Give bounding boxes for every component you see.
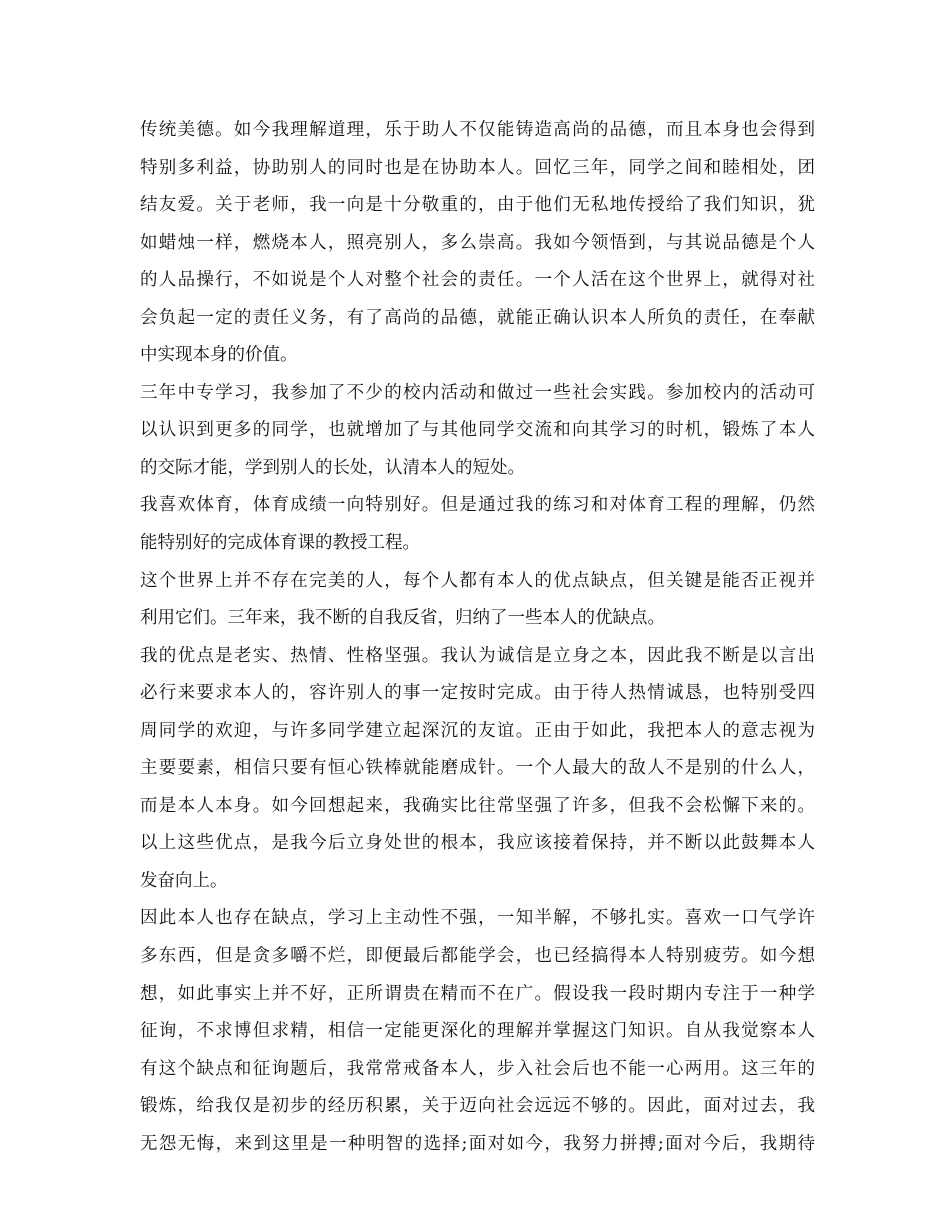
- text-line: 我喜欢体育，体育成绩一向特别好。但是通过我的练习和对体育工程的理解，仍然: [140, 495, 815, 516]
- text-line: 会负起一定的责任义务，有了高尚的品德，就能正确认识本人所负的责任，在奉献: [140, 307, 815, 328]
- text-line: 多东西，但是贪多嚼不烂，即便最后都能学会，也已经搞得本人特别疲劳。如今想: [140, 946, 815, 967]
- text-line: 结友爱。关于老师，我一向是十分敬重的，由于他们无私地传授给了我们知识，犹: [140, 195, 815, 216]
- text-line: 利用它们。三年来，我不断的自我反省，归纳了一些本人的优缺点。: [140, 608, 665, 629]
- text-line: 以上这些优点，是我今后立身处世的根本，我应该接着保持，并不断以此鼓舞本人: [140, 833, 815, 854]
- text-line: 这个世界上并不存在完美的人，每个人都有本人的优点缺点，但关键是能否正视并: [140, 570, 815, 591]
- document-body: [140, 112, 815, 1163]
- text-line: 发奋向上。: [140, 870, 228, 891]
- text-line: 征询，不求博但求精，相信一定能更深化的理解并掌握这门知识。自从我觉察本人: [140, 1021, 815, 1042]
- text-line: 锻炼，给我仅是初步的经历积累，关于迈向社会远远不够的。因此，面对过去，我: [140, 1096, 815, 1117]
- text-line: 无怨无悔，来到这里是一种明智的选择;面对如今，我努力拼搏;面对今后，我期待: [140, 1133, 815, 1154]
- text-line: 三年中专学习，我参加了不少的校内活动和做过一些社会实践。参加校内的活动可: [140, 382, 815, 403]
- text-line: 的交际才能，学到别人的长处，认清本人的短处。: [140, 457, 525, 478]
- text-line: 传统美德。如今我理解道理，乐于助人不仅能铸造高尚的品德，而且本身也会得到: [140, 120, 815, 140]
- text-line: 如蜡烛一样，燃烧本人，照亮别人，多么崇高。我如今领悟到，与其说品德是个人: [140, 232, 815, 253]
- text-line: 因此本人也存在缺点，学习上主动性不强，一知半解，不够扎实。喜欢一口气学许: [140, 908, 815, 929]
- text-line: 能特别好的完成体育课的教授工程。: [140, 533, 420, 554]
- text-line: 有这个缺点和征询题后，我常常戒备本人，步入社会后也不能一心两用。这三年的: [140, 1058, 815, 1079]
- text-line: 的人品操行，不如说是个人对整个社会的责任。一个人活在这个世界上，就得对社: [140, 270, 815, 291]
- text-line: 必行来要求本人的，容许别人的事一定按时完成。由于待人热情诚恳，也特别受四: [140, 683, 815, 704]
- text-line: 想，如此事实上并不好，正所谓贵在精而不在广。假设我一段时期内专注于一种学: [140, 983, 815, 1004]
- text-line: 中实现本身的价值。: [140, 345, 298, 366]
- text-line: 我的优点是老实、热情、性格坚强。我认为诚信是立身之本，因此我不断是以言出: [140, 645, 815, 666]
- text-line: 周同学的欢迎，与许多同学建立起深沉的友谊。正由于如此，我把本人的意志视为: [140, 720, 815, 741]
- text-line: 主要要素，相信只要有恒心铁棒就能磨成针。一个人最大的敌人不是别的什么人，: [140, 758, 815, 779]
- text-line: 以认识到更多的同学，也就增加了与其他同学交流和向其学习的时机，锻炼了本人: [140, 420, 815, 441]
- text-line: 特别多利益，协助别人的同时也是在协助本人。回忆三年，同学之间和睦相处，团: [140, 157, 815, 178]
- text-line: 而是本人本身。如今回想起来，我确实比往常坚强了许多，但我不会松懈下来的。: [140, 795, 815, 816]
